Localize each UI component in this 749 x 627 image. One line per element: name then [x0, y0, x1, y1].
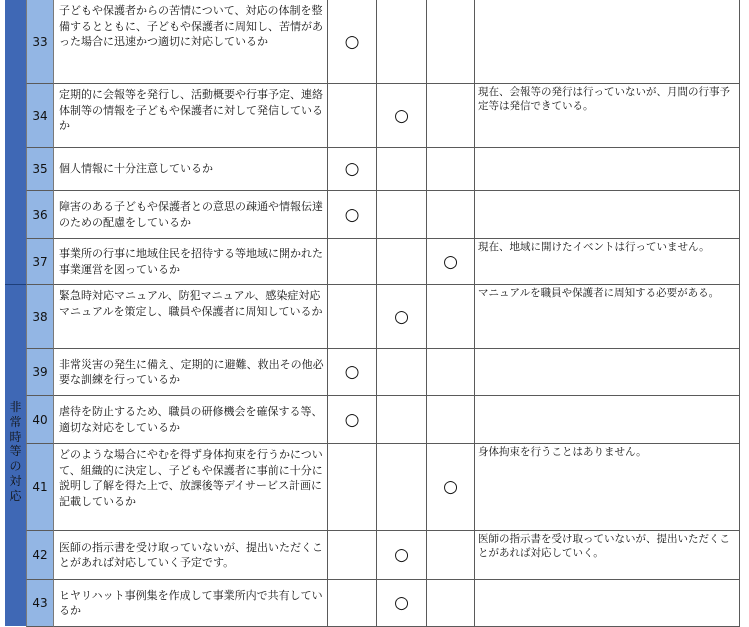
item-number: 36: [26, 191, 54, 239]
circle-mark: ○: [344, 31, 360, 52]
answer-cell-2[interactable]: [377, 444, 427, 531]
answer-cell-2[interactable]: [377, 396, 427, 444]
question-text: 医師の指示書を受け取っていないが、提出いただくことがあれば対応していく予定です。: [54, 531, 328, 580]
circle-mark: ○: [394, 105, 409, 126]
answer-cell-2[interactable]: [377, 84, 427, 148]
answer-cell-3[interactable]: [427, 396, 475, 444]
comment-cell[interactable]: [475, 580, 740, 627]
circle-mark: ○: [344, 362, 360, 382]
question-text: 緊急時対応マニュアル、防犯マニュアル、感染症対応マニュアルを策定し、職員や保護者に周知しているか: [54, 285, 328, 349]
category-char: 等: [9, 444, 22, 459]
category-char: 応: [9, 488, 22, 503]
question-text: 事業所の行事に地域住民を招待する等地域に開かれた事業運営を図っているか: [54, 239, 328, 285]
question-text: 虐待を防止するため、職員の研修機会を確保する等、適切な対応をしているか: [54, 396, 328, 444]
answer-cell-3[interactable]: [427, 285, 475, 349]
answer-cell-2[interactable]: [377, 285, 427, 349]
comment-cell[interactable]: [475, 396, 740, 444]
answer-cell-3[interactable]: [427, 239, 475, 285]
item-number: 35: [26, 148, 54, 191]
answer-cell-1[interactable]: [328, 580, 377, 627]
category-char: の: [9, 459, 22, 474]
answer-cell-1[interactable]: [328, 0, 377, 84]
circle-mark: ○: [344, 204, 360, 225]
answer-cell-1[interactable]: [328, 84, 377, 148]
answer-cell-2[interactable]: [377, 0, 427, 84]
comment-cell[interactable]: 身体拘束を行うことはありません。: [475, 444, 740, 531]
comment-cell[interactable]: 現在、会報等の発行は行っていないが、月間の行事予定等は発信できている。: [475, 84, 740, 148]
answer-cell-2[interactable]: [377, 148, 427, 191]
question-text: 個人情報に十分注意しているか: [54, 148, 328, 191]
comment-cell[interactable]: [475, 349, 740, 396]
answer-cell-3[interactable]: [427, 0, 475, 84]
item-number: 43: [26, 580, 54, 627]
circle-mark: ○: [344, 159, 360, 179]
item-number: 34: [26, 84, 54, 148]
answer-cell-3[interactable]: [427, 580, 475, 627]
answer-cell-3[interactable]: [427, 531, 475, 580]
comment-cell[interactable]: [475, 0, 740, 84]
comment-cell[interactable]: 医師の指示書を受け取っていないが、提出いただくことがあれば対応していく。: [475, 531, 740, 580]
comment-cell[interactable]: [475, 191, 740, 239]
question-text: ヒヤリハット事例集を作成して事業所内で共有しているか: [54, 580, 328, 627]
category-char: 非: [9, 400, 22, 414]
answer-cell-2[interactable]: [377, 580, 427, 627]
answer-cell-1[interactable]: [328, 148, 377, 191]
answer-cell-1[interactable]: [328, 191, 377, 239]
comment-cell[interactable]: [475, 148, 740, 191]
item-number: 38: [26, 285, 54, 349]
answer-cell-1[interactable]: [328, 396, 377, 444]
answer-cell-3[interactable]: [427, 84, 475, 148]
item-number: 40: [26, 396, 54, 444]
circle-mark: ○: [394, 545, 409, 565]
item-number: 41: [26, 444, 54, 531]
category-label: [5, 400, 26, 504]
question-text: 定期的に会報等を発行し、活動概要や行事予定、連絡体制等の情報を子どもや保護者に対して発信しているか: [54, 84, 328, 148]
category-char: 常: [9, 414, 22, 429]
answer-cell-1[interactable]: [328, 285, 377, 349]
answer-cell-3[interactable]: [427, 148, 475, 191]
answer-cell-2[interactable]: [377, 191, 427, 239]
answer-cell-3[interactable]: [427, 444, 475, 531]
answer-cell-2[interactable]: [377, 531, 427, 580]
question-text: 子どもや保護者からの苦情について、対応の体制を整備するとともに、子どもや保護者に周知し、苦情があった場合に迅速かつ適切に対応しているか: [54, 0, 328, 84]
answer-cell-1[interactable]: [328, 531, 377, 580]
answer-cell-1[interactable]: [328, 239, 377, 285]
answer-cell-3[interactable]: [427, 349, 475, 396]
answer-cell-1[interactable]: [328, 349, 377, 396]
answer-cell-1[interactable]: [328, 444, 377, 531]
category-char: 時: [9, 429, 22, 444]
answer-cell-2[interactable]: [377, 349, 427, 396]
previous-category-cell: [5, 0, 26, 285]
item-number: 39: [26, 349, 54, 396]
circle-mark: ○: [443, 251, 458, 272]
item-number: 33: [26, 0, 54, 84]
item-number: 37: [26, 239, 54, 285]
comment-cell[interactable]: マニュアルを職員や保護者に周知する必要がある。: [475, 285, 740, 349]
question-text: 障害のある子どもや保護者との意思の疎通や情報伝達のための配慮をしているか: [54, 191, 328, 239]
category-char: 対: [9, 473, 22, 488]
question-text: どのような場合にやむを得ず身体拘束を行うかについて、組織的に決定し、子どもや保護者に事前に十分に説明し了解を得た上で、放課後等デイサービス計画に記載しているか: [54, 444, 328, 531]
answer-cell-2[interactable]: [377, 239, 427, 285]
answer-cell-3[interactable]: [427, 191, 475, 239]
item-number: 42: [26, 531, 54, 580]
circle-mark: ○: [344, 409, 360, 430]
circle-mark: ○: [443, 477, 458, 497]
circle-mark: ○: [394, 306, 409, 327]
circle-mark: ○: [394, 593, 409, 613]
comment-cell[interactable]: 現在、地域に開けたイベントは行っていません。: [475, 239, 740, 285]
question-text: 非常災害の発生に備え、定期的に避難、救出その他必要な訓練を行っているか: [54, 349, 328, 396]
